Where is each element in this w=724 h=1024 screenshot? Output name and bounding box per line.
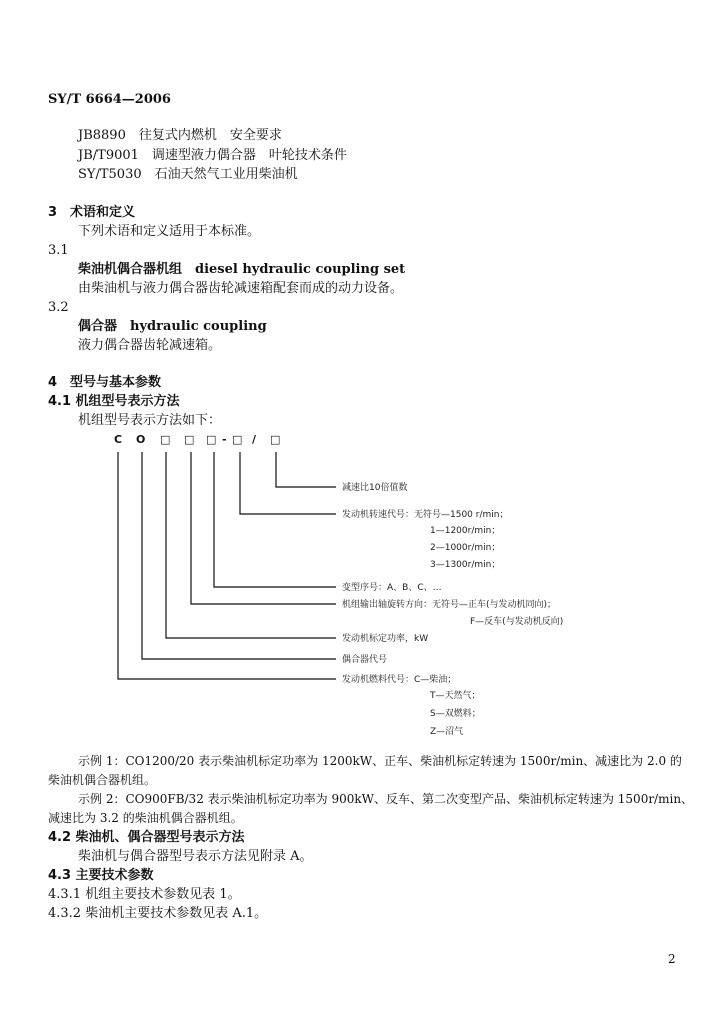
code-symbol-3: □ <box>160 433 171 446</box>
callout-fuel-biogas: Z—沼气 <box>430 727 464 737</box>
code-symbol-2: O <box>136 433 146 446</box>
section-4-2-title: 4.2 柴油机、偶合器型号表示方法 <box>48 830 245 845</box>
code-symbol-7: □ <box>232 433 243 446</box>
clause-3-2-definition: 液力偶合器齿轮减速箱。 <box>78 338 222 353</box>
code-symbols <box>114 433 280 446</box>
example-1-line-1: 示例 1：CO1200/20 表示柴油机标定功率为 1200kW、正车、柴油机标定转速为 1500r/min、减速比为 2.0 的 <box>78 754 682 768</box>
ref-line-2: JB/T9001 调速型液力偶合器 叶轮技术条件 <box>78 148 347 163</box>
leader-coupling-code <box>142 452 336 659</box>
section-3-title: 3 术语和定义 <box>48 205 136 220</box>
callout-rotation: 机组输出轴旋转方向：无符号—正车(与发动机同向)； <box>342 600 557 610</box>
leader-reduction-ratio <box>276 452 336 487</box>
clause-3-2-term: 偶合器 hydraulic coupling <box>78 319 267 334</box>
section-4-1-text: 机组型号表示方法如下： <box>78 413 222 428</box>
clause-4-3-2: 4.3.2 柴油机主要技术参数见表 A.1。 <box>48 906 268 921</box>
callout-speed-2: 2—1000r/min； <box>430 543 501 553</box>
callout-rated-power: 发动机标定功率，kW <box>342 634 429 644</box>
code-symbol-5: □ <box>206 433 217 446</box>
code-symbol-6: - <box>222 433 227 446</box>
clause-3-1-number: 3.1 <box>48 243 69 258</box>
clause-4-3-1: 4.3.1 机组主要技术参数见表 1。 <box>48 887 241 902</box>
clause-3-2-number: 3.2 <box>48 300 69 315</box>
callout-speed-3: 3—1300r/min； <box>430 560 501 570</box>
leader-engine-speed <box>240 452 336 514</box>
callout-speed-1: 1—1200r/min； <box>430 526 501 536</box>
section-4-2-text: 柴油机与偶合器型号表示方法见附录 A。 <box>78 849 313 864</box>
callout-labels <box>342 481 563 737</box>
callout-fuel-code: 发动机燃料代号：C—柴油； <box>342 675 457 685</box>
example-2-line-2: 减速比为 3.2 的柴油机偶合器机组。 <box>48 811 243 825</box>
callout-engine-speed: 发动机转速代号：无符号—1500 r/min； <box>342 510 509 520</box>
callout-fuel-dual: S—双燃料； <box>430 709 481 719</box>
clause-3-1-term: 柴油机偶合器机组 diesel hydraulic coupling set <box>78 262 406 277</box>
example-2-line-1: 示例 2：CO900FB/32 表示柴油机标定功率为 900kW、反车、第二次变型产品、柴油机标定转速为 1500r/min、 <box>78 792 694 806</box>
page-number: 2 <box>668 952 676 966</box>
ref-line-3: SY/T5030 石油天然气工业用柴油机 <box>78 167 298 182</box>
clause-3-1-definition: 由柴油机与液力偶合器齿轮减速箱配套而成的动力设备。 <box>78 281 404 296</box>
page-header: SY/T 6664—2006 <box>48 92 171 107</box>
callout-rotation-reverse: F—反车(与发动机反向) <box>470 617 564 627</box>
leader-variant <box>214 452 336 587</box>
callout-reduction-ratio: 减速比10倍值数 <box>342 483 408 493</box>
section-4-1-title: 4.1 机组型号表示方法 <box>48 394 180 409</box>
leader-lines <box>118 452 336 679</box>
callout-variant: 变型序号：A、B、C、… <box>342 583 442 593</box>
ref-line-1: JB8890 往复式内燃机 安全要求 <box>78 128 282 143</box>
callout-coupling-code: 偶合器代号 <box>342 655 388 665</box>
leader-fuel-code <box>118 452 336 679</box>
code-symbol-4: □ <box>184 433 195 446</box>
section-3-intro: 下列术语和定义适用于本标准。 <box>78 224 261 239</box>
section-4-title: 4 型号与基本参数 <box>48 375 162 390</box>
section-4-3-title: 4.3 主要技术参数 <box>48 868 154 883</box>
callout-fuel-gas: T—天然气； <box>430 691 481 701</box>
code-symbol-1: C <box>114 433 123 446</box>
code-symbol-8: / <box>252 433 257 446</box>
example-1-line-2: 柴油机偶合器机组。 <box>48 773 157 787</box>
code-symbol-9: □ <box>270 433 281 446</box>
leader-rotation <box>191 452 336 604</box>
